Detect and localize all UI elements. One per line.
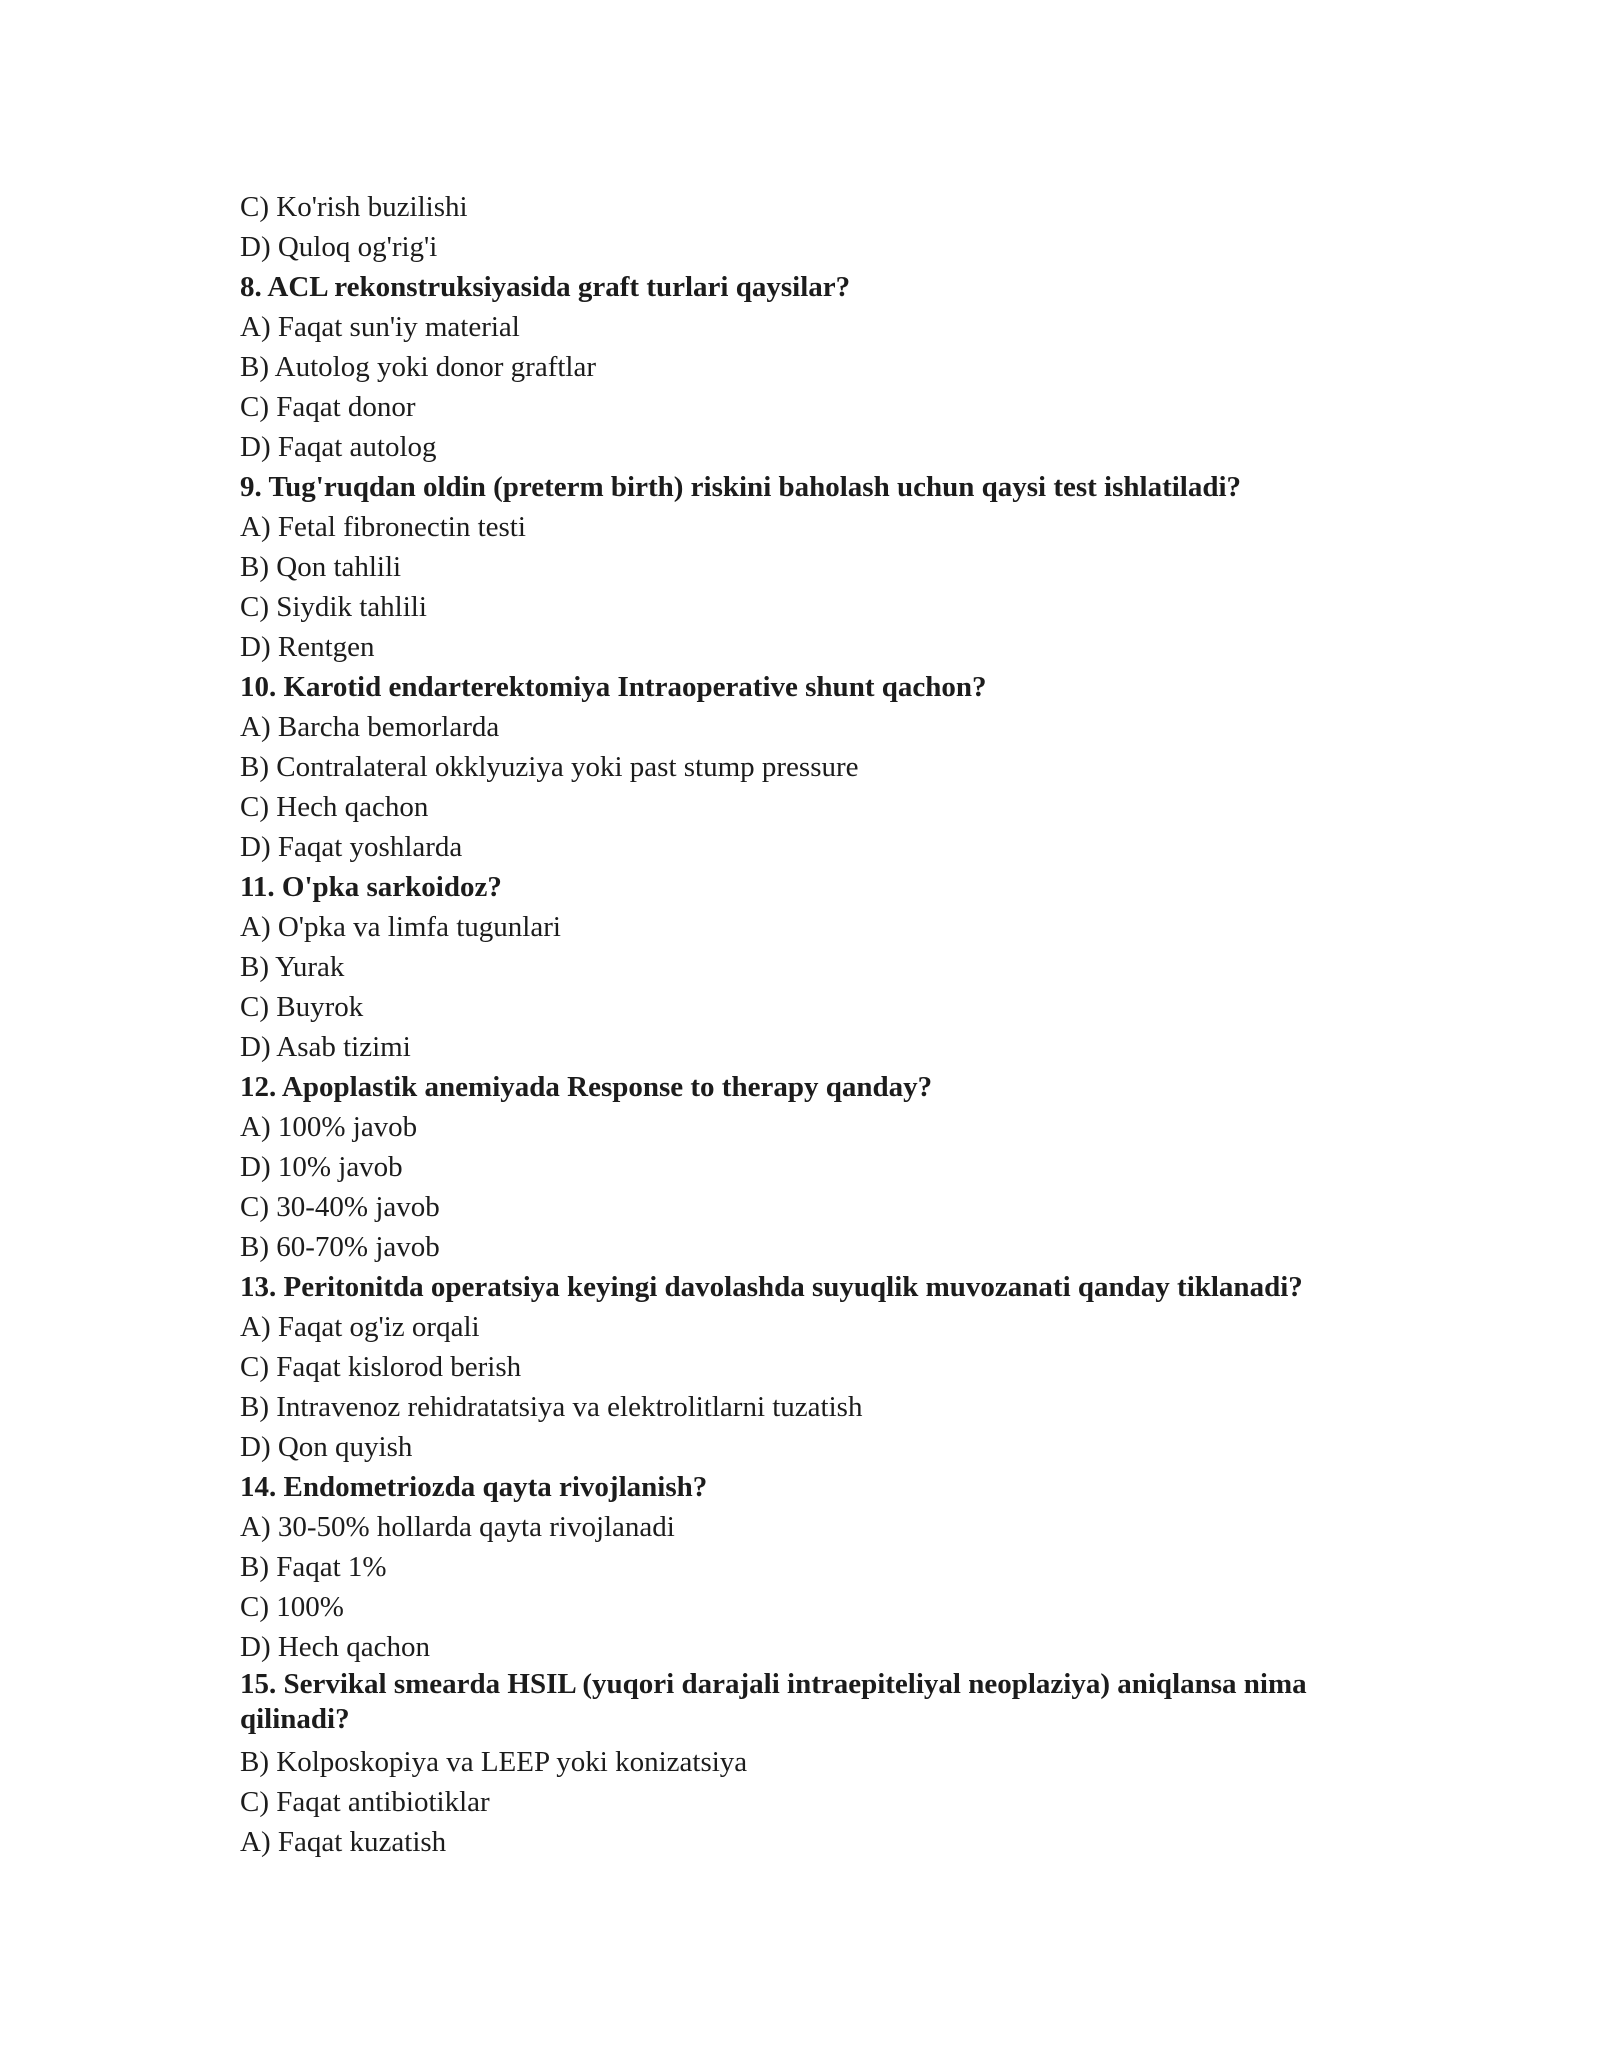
answer-option: A) 100% javob: [240, 1111, 418, 1143]
answer-option: D) Rentgen: [240, 631, 375, 663]
question-heading: 13. Peritonitda operatsiya keyingi davolashda suyuqlik muvozanati qanday tiklanadi?: [240, 1271, 1303, 1303]
question-heading: 11. O'pka sarkoidoz?: [240, 871, 502, 903]
answer-option: D) Faqat autolog: [240, 431, 437, 463]
answer-option: C) Faqat donor: [240, 391, 416, 423]
question-heading: 10. Karotid endarterektomiya Intraoperative shunt qachon?: [240, 671, 987, 703]
answer-option: C) 100%: [240, 1591, 344, 1623]
question-heading: 14. Endometriozda qayta rivojlanish?: [240, 1471, 708, 1503]
answer-option: A) Fetal fibronectin testi: [240, 511, 526, 543]
answer-option: A) 30-50% hollarda qayta rivojlanadi: [240, 1511, 675, 1543]
answer-option: B) Qon tahlili: [240, 551, 402, 583]
answer-option: B) Faqat 1%: [240, 1551, 387, 1583]
answer-option: B) Intravenoz rehidratatsiya va elektrolitlarni tuzatish: [240, 1391, 863, 1423]
answer-option: C) Ko'rish buzilishi: [240, 191, 468, 223]
question-heading: 8. ACL rekonstruksiyasida graft turlari qaysilar?: [240, 271, 851, 303]
answer-option: C) Faqat kislorod berish: [240, 1351, 522, 1383]
answer-option: B) Autolog yoki donor graftlar: [240, 351, 597, 383]
question-heading: 15. Servikal smearda HSIL (yuqori darajali intraepiteliyal neoplaziya) aniqlansa nima qilinadi?: [240, 1668, 1307, 1735]
answer-option: A) Faqat sun'iy material: [240, 311, 520, 343]
answer-option: D) Hech qachon: [240, 1631, 431, 1663]
answer-option: D) 10% javob: [240, 1151, 403, 1183]
answer-option: A) Faqat kuzatish: [240, 1826, 447, 1858]
answer-option: A) Barcha bemorlarda: [240, 711, 500, 743]
answer-option: B) Kolposkopiya va LEEP yoki konizatsiya: [240, 1746, 748, 1778]
answer-option: C) Faqat antibiotiklar: [240, 1786, 490, 1818]
question-heading: 12. Apoplastik anemiyada Response to therapy qanday?: [240, 1071, 933, 1103]
answer-option: A) Faqat og'iz orqali: [240, 1311, 480, 1343]
answer-option: D) Faqat yoshlarda: [240, 831, 463, 863]
question-heading: 9. Tug'ruqdan oldin (preterm birth) riskini baholash uchun qaysi test ishlatiladi?: [240, 471, 1242, 503]
answer-option: C) Buyrok: [240, 991, 364, 1023]
document-page: [240, 187, 1420, 1862]
answer-option: C) Hech qachon: [240, 791, 429, 823]
answer-option: C) 30-40% javob: [240, 1191, 440, 1223]
answer-option: B) Contralateral okklyuziya yoki past stump pressure: [240, 751, 859, 783]
answer-option: A) O'pka va limfa tugunlari: [240, 911, 561, 943]
answer-option: D) Asab tizimi: [240, 1031, 411, 1063]
answer-option: B) 60-70% javob: [240, 1231, 440, 1263]
answer-option: C) Siydik tahlili: [240, 591, 427, 623]
answer-option: D) Qon quyish: [240, 1431, 413, 1463]
answer-option: B) Yurak: [240, 951, 345, 983]
answer-option: D) Quloq og'rig'i: [240, 231, 438, 263]
